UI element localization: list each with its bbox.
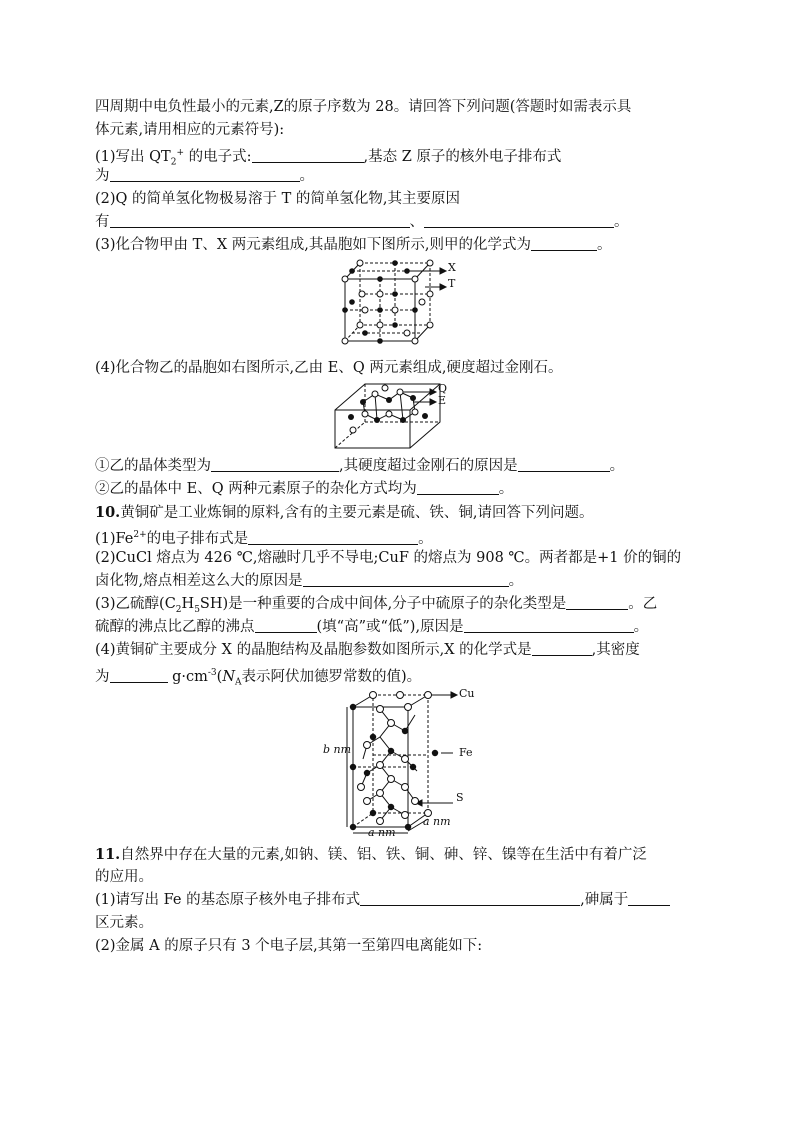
q10-part-3: (3)乙硫醇$(C_2H_5SH)$是一种重要的合成中间体,分子中硫原子的杂化类型是 。乙 [95, 596, 658, 615]
q10-part-3-cont: 硫醇的沸点比乙醇的沸点 (填“高”或“低”),原因是 。 [95, 619, 649, 635]
q10-part-2: (2)CuCl 熔点为 426 ℃,熔融时几乎不导电;CuF 的熔点为 908 ℃。两者都是+1 价的铜的 [95, 550, 682, 566]
answer-blank[interactable] [211, 456, 339, 472]
fig3-label-fe: Fe [459, 746, 473, 759]
answer-blank[interactable] [424, 212, 614, 228]
fig3-label-a2: a nm [423, 815, 451, 828]
tx-cell-diagram [95, 257, 705, 357]
figure-chalcopyrite-cell [95, 685, 705, 840]
answer-blank[interactable] [360, 890, 580, 906]
q11-intro-line-2: 的应用。 [95, 869, 153, 885]
answer-blank[interactable] [518, 456, 610, 472]
q10-intro: 10.黄铜矿是工业炼铜的原料,含有的主要元素是硫、铁、铜,请回答下列问题。 [95, 504, 594, 521]
answer-blank[interactable] [110, 166, 300, 182]
q9-part-2: (2)Q 的简单氢化物极易溶于 T 的简单氢化物,其主要原因 [95, 191, 461, 207]
q9-intro-line-1: 四周期中电负性最小的元素,Z的原子序数为 28。请回答下列问题(答题时如需表示具 [95, 99, 632, 115]
q9-part-2-cont: 有 、 。 [95, 214, 629, 230]
fig2-label-q: Q [438, 382, 448, 395]
answer-blank[interactable] [532, 640, 592, 656]
q9-part-4-2: ②乙的晶体中 E、Q 两种元素原子的杂化方式均为 。 [95, 481, 514, 497]
q11-part-2: (2)金属 A 的原子只有 3 个电子层,其第一至第四电离能如下: [95, 938, 483, 954]
q9-part-3: (3)化合物甲由 T、X 两元素组成,其晶胞如下图所示,则甲的化学式为 。 [95, 237, 612, 253]
fig3-label-a1: a nm [368, 826, 396, 839]
q9-part-4: (4)化合物乙的晶胞如右图所示,乙由 E、Q 两元素组成,硬度超过金刚石。 [95, 360, 563, 376]
q9-part-1: (1)写出 $QT_2^+$ 的电子式: ,基态 Z 原子的核外电子排布式 [95, 148, 562, 168]
document-page [95, 96, 705, 958]
chalcopyrite-cell-diagram [95, 685, 705, 840]
answer-blank[interactable] [566, 594, 628, 610]
q9-intro-line-2: 体元素,请用相应的元素符号): [95, 122, 285, 138]
answer-blank[interactable] [110, 667, 168, 683]
q10-part-4: (4)黄铜矿主要成分 X 的晶胞结构及晶胞参数如图所示,X 的化学式是 ,其密度 [95, 642, 640, 658]
q10-part-4-cont: 为 $g\cdot cm^{-3}(N_A$表示阿伏加德罗常数的值)。 [95, 668, 422, 688]
figure-tx-crystal-cell [95, 257, 705, 357]
answer-blank[interactable] [628, 890, 670, 906]
answer-blank[interactable] [252, 147, 364, 163]
fig3-label-cu: Cu [459, 687, 475, 700]
answer-blank[interactable] [303, 571, 509, 587]
fig1-label-x: X [448, 261, 456, 274]
answer-blank[interactable] [248, 529, 418, 545]
q11-part-1-cont: 区元素。 [95, 915, 153, 931]
answer-blank[interactable] [255, 617, 317, 633]
answer-blank[interactable] [531, 235, 597, 251]
q10-part-2-cont: 卤化物,熔点相差这么大的原因是 。 [95, 573, 524, 589]
q9-part-4-1: ①乙的晶体类型为 ,其硬度超过金刚石的原因是 。 [95, 458, 625, 474]
q11-part-1: (1)请写出 Fe 的基态原子核外电子排布式 ,砷属于 [95, 889, 705, 912]
answer-blank[interactable] [417, 479, 499, 495]
q10-part-1: $(1)Fe^{2+}$的电子排布式是 。 [95, 530, 433, 547]
q11-intro-line-1: 11.自然界中存在大量的元素,如钠、镁、铝、铁、铜、砷、锌、镍等在生活中有着广泛 [95, 846, 647, 863]
q9-part-1-cont: 为 。 [95, 168, 314, 184]
fig3-label-b: b nm [323, 743, 352, 756]
fig3-label-s: S [456, 791, 464, 804]
eq-cell-diagram [95, 380, 705, 455]
answer-blank[interactable] [110, 212, 410, 228]
answer-blank[interactable] [464, 617, 634, 633]
fig2-label-e: E [438, 394, 447, 407]
fig1-label-t: T [448, 277, 456, 290]
figure-eq-crystal-cell [95, 380, 705, 455]
